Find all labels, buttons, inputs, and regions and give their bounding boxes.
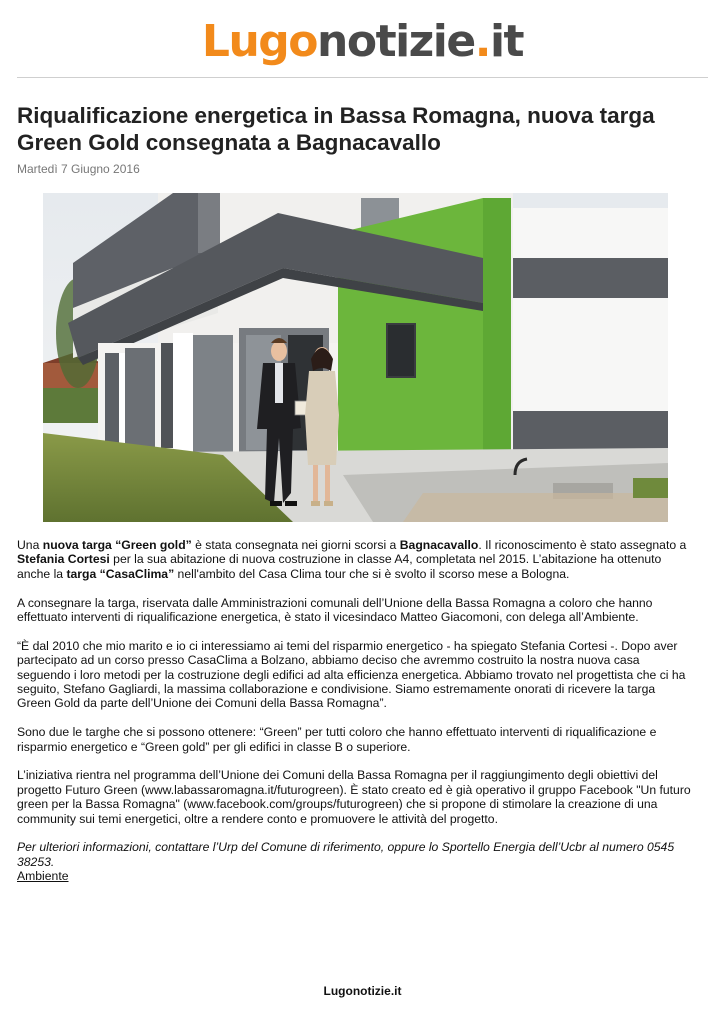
text-run: . Il riconoscimento è stato assegnato a: [478, 538, 687, 552]
text-run: è stata consegnata nei giorni scorsi a: [191, 538, 400, 552]
logo-dot: .: [474, 16, 490, 67]
bold-run: nuova targa “Green gold”: [42, 538, 192, 552]
article-body: [17, 538, 692, 884]
bold-run: Bagnacavallo: [399, 538, 479, 552]
paragraph-1: [17, 538, 692, 581]
header-divider: [17, 77, 708, 78]
paragraph-2: A consegnare la targa, riservata dalle Amministrazioni comunali dell’Unione della Bassa Romagna a coloro che hanno effettuato interventi di riqualificazione energetica, è stato il vicesindaco Matteo Giacomoni, con delega all’Ambiente.: [17, 595, 653, 625]
article-photo: [43, 193, 668, 522]
bold-run: Stefania Cortesi: [17, 552, 110, 567]
paragraph-5: L’iniziativa rientra nel programma dell’Unione dei Comuni della Bassa Romagna per il raggiungimento degli obiettivi del progetto Futuro Green (www.labassaromagna.it/futurogreen). È stato creato ed è già operativo il gruppo Facebook "Un futuro green per la Bassa Romagna" (www.facebook.com/groups/futurogreen) che si propone di stimolare la creazione di una community sui temi energetici, oltre a rendere conto e promuovere le attività del progetto.: [17, 768, 691, 826]
article-date: Martedì 7 Giugno 2016: [17, 162, 140, 176]
footer-site-name: Lugonotizie.it: [323, 984, 402, 998]
text-run: Una: [17, 538, 43, 552]
site-logo[interactable]: [0, 12, 725, 72]
category-link[interactable]: Ambiente: [17, 869, 69, 884]
text-run: per la sua abitazione di nuova costruzione in classe A4, completata nel 2015. L’abitazione ha ottenuto anche la: [17, 552, 662, 581]
contact-info: Per ulteriori informazioni, contattare l’Urp del Comune di riferimento, oppure lo Sportello Energia dell’Ucbr al numero 0545 38253.: [17, 840, 675, 869]
paragraph-3: “È dal 2010 che mio marito e io ci interessiamo ai temi del risparmio energetico - ha spiegato Stefania Cortesi -. Dopo aver partecipato ad un corso presso CasaClima a Bolzano, abbiamo deciso che avremmo costruito la nostra nuova casa seguendo i loro metodi per la costruzione degli edifici ad alta efficienza energetica. Abbiamo trovato nel progettista che ci ha seguito, Stefano Gagliardi, la massima collaborazione e condivisione. Siamo estremamente onorati di ricevere la targa Green Gold da parte dell’Unione dei Comuni della Bassa Romagna”.: [17, 638, 686, 711]
paragraph-6: [17, 840, 692, 869]
bold-run: targa “CasaClima”: [66, 566, 175, 581]
logo-part-it: it: [489, 16, 524, 67]
article-title: Riqualificazione energetica in Bassa Romagna, nuova targa Green Gold consegnata a Bagnacavallo: [17, 103, 655, 155]
logo-part-notizie: notizie: [317, 16, 475, 67]
text-run: nell'ambito del Casa Clima tour che si è svolto il scorso mese a Bologna.: [174, 566, 570, 581]
paragraph-4: Sono due le targhe che si possono ottenere: “Green” per tutti coloro che hanno effettuato interventi di riqualificazione e risparmio energetico e “Green gold” per gli edifici in classe B o superiore.: [17, 725, 657, 754]
logo-part-lugo: Lugo: [201, 16, 318, 67]
